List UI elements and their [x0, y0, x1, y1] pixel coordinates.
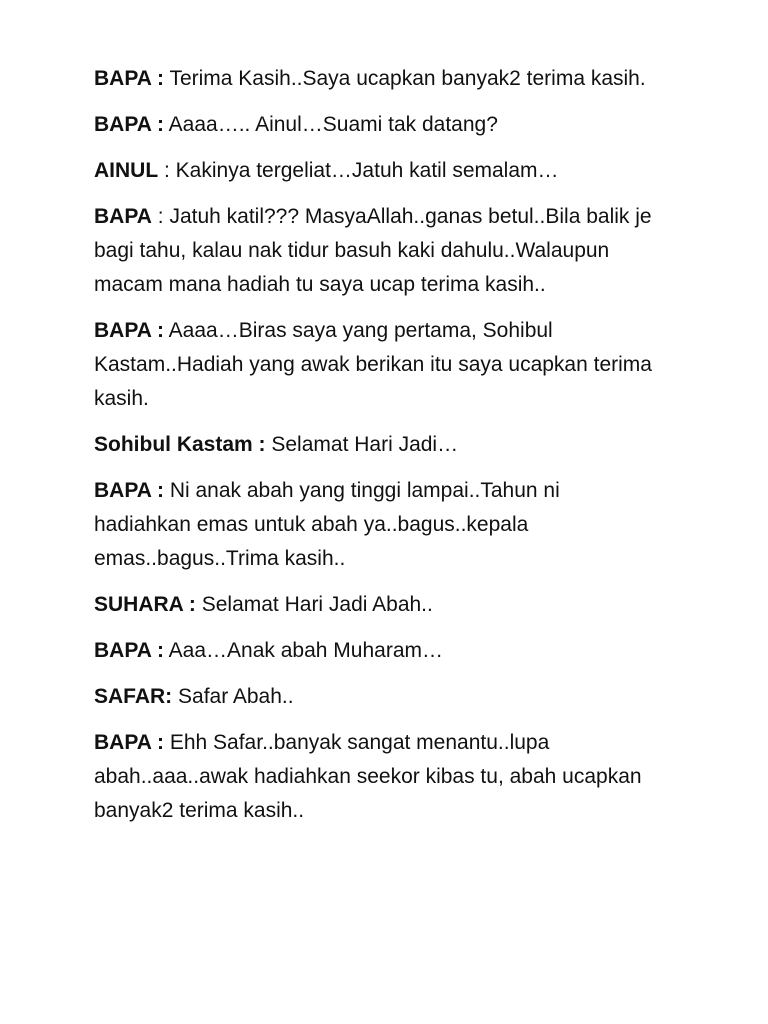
- dialogue-text: : Jatuh katil??? MasyaAllah..ganas betul..Bila balik je bagi tahu, kalau nak tidur basuh kaki dahulu..Walaupun macam mana hadiah tu saya ucap terima kasih..: [94, 205, 652, 296]
- dialogue-line: [94, 108, 654, 142]
- dialogue-text: : Kakinya tergeliat…Jatuh katil semalam…: [158, 159, 559, 182]
- speaker-name: BAPA :: [94, 731, 164, 754]
- dialogue-text: Safar Abah..: [172, 685, 294, 708]
- speaker-name: BAPA :: [94, 113, 164, 136]
- dialogue-text: Terima Kasih..Saya ucapkan banyak2 terima kasih.: [164, 67, 646, 90]
- speaker-name: AINUL: [94, 159, 159, 182]
- dialogue-text: Aaaa…Biras saya yang pertama, Sohibul Kastam..Hadiah yang awak berikan itu saya ucapkan terima kasih.: [94, 319, 652, 410]
- speaker-name: BAPA: [94, 205, 152, 228]
- dialogue-line: [94, 726, 654, 828]
- dialogue-line: [94, 680, 654, 714]
- dialogue-text: Selamat Hari Jadi…: [265, 433, 459, 456]
- speaker-name: BAPA :: [94, 67, 164, 90]
- speaker-name: Sohibul Kastam :: [94, 433, 266, 456]
- dialogue-line: [94, 314, 654, 416]
- dialogue-line: [94, 62, 654, 96]
- speaker-name: BAPA :: [94, 639, 164, 662]
- speaker-name: BAPA :: [94, 319, 164, 342]
- speaker-name: BAPA :: [94, 479, 164, 502]
- dialogue-text: Selamat Hari Jadi Abah..: [195, 593, 433, 616]
- dialogue-line: [94, 428, 654, 462]
- dialogue-text: Ehh Safar..banyak sangat menantu..lupa abah..aaa..awak hadiahkan seekor kibas tu, abah ucapkan banyak2 terima kasih..: [94, 731, 642, 822]
- dialogue-text: Aaaa….. Ainul…Suami tak datang?: [164, 113, 498, 136]
- dialogue-text: Ni anak abah yang tinggi lampai..Tahun ni hadiahkan emas untuk abah ya..bagus..kepala emas..bagus..Trima kasih..: [94, 479, 560, 570]
- dialogue-line: [94, 474, 654, 576]
- dialogue-line: [94, 588, 654, 622]
- speaker-name: SUHARA :: [94, 593, 196, 616]
- dialogue-script: [94, 62, 654, 840]
- dialogue-line: [94, 154, 654, 188]
- dialogue-line: [94, 200, 654, 302]
- dialogue-text: Aaa…Anak abah Muharam…: [164, 639, 443, 662]
- speaker-name: SAFAR:: [94, 685, 173, 708]
- dialogue-line: [94, 634, 654, 668]
